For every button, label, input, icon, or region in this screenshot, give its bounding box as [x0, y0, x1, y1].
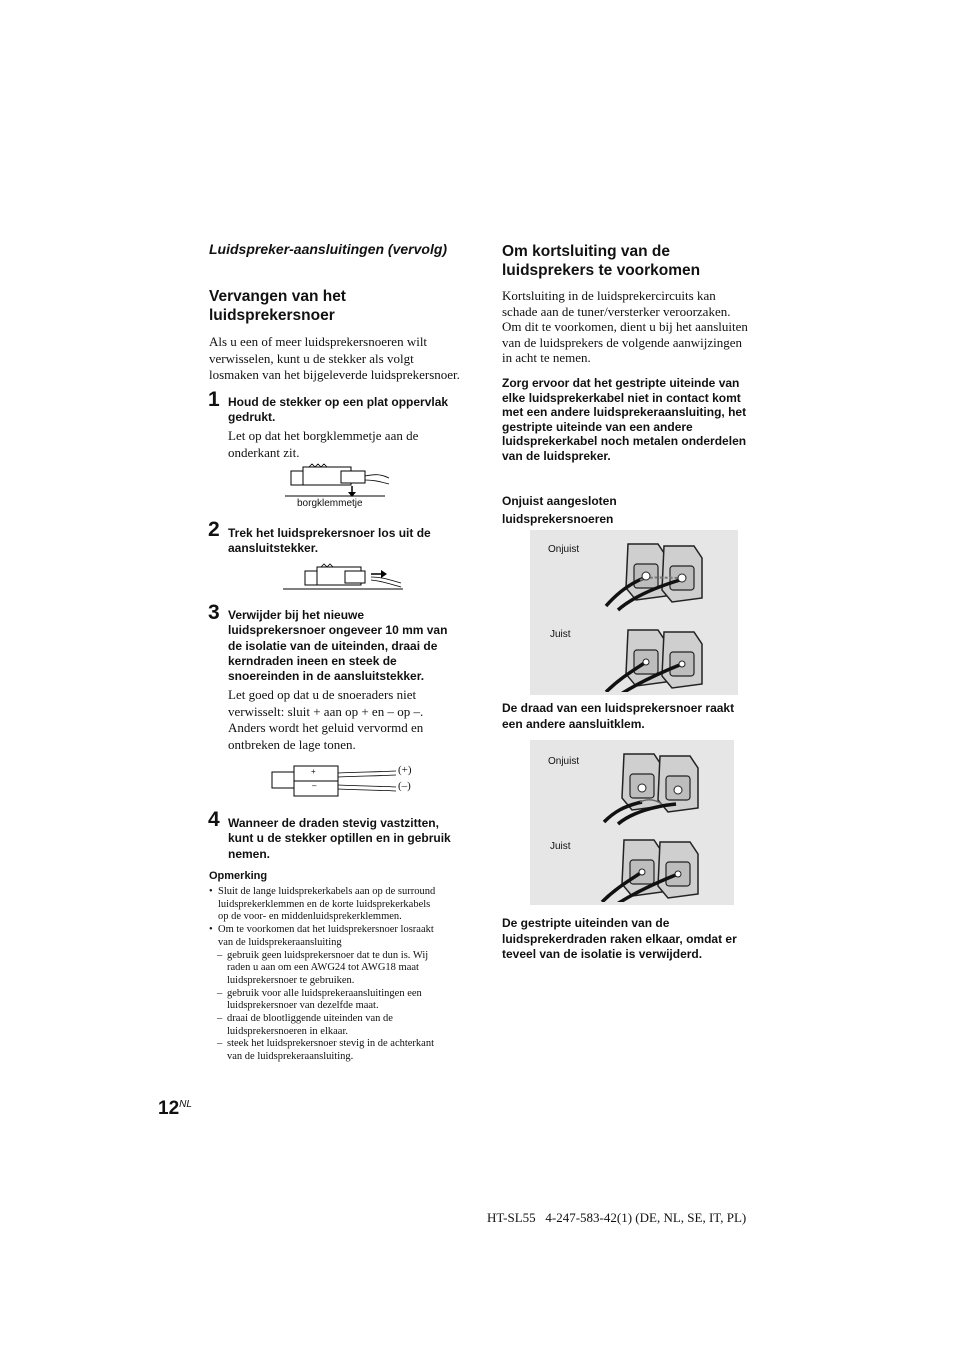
text-line: Zorg ervoor dat het gestripte uiteinde van — [502, 376, 740, 390]
text-line: Houd de stekker op een plat oppervlak — [228, 395, 449, 409]
dash-mark: – — [217, 1013, 223, 1025]
text-line: met een andere luidsprekeraansluiting, het — [502, 405, 747, 420]
text-line: van de luidsprekers de volgende aanwijzingen — [502, 334, 743, 350]
text-line: De gestripte uiteinden van de — [502, 916, 670, 930]
wrong-connections-subheading — [502, 492, 617, 528]
text-line: luidsprekersnoer van dezelfde maat. — [227, 1000, 379, 1012]
running-head: Luidspreker-aansluitingen (vervolg) — [209, 241, 448, 257]
page-language-suffix: NL — [179, 1099, 192, 1110]
text-line: onderkant zit. — [228, 444, 300, 460]
text-line: gedrukt. — [228, 410, 276, 425]
text-line: gebruik geen luidsprekersnoer dat te dun is. Wij — [227, 949, 429, 961]
text-line: De draad van een luidsprekersnoer raakt — [502, 701, 735, 715]
text-line: van de luidsprekeraansluiting. — [227, 1051, 354, 1063]
figure-1-caption — [502, 701, 734, 732]
step-2-title — [228, 526, 431, 557]
text-line: Anders wordt het geluid vervormd en — [228, 720, 424, 735]
speaker-terminal-illustration — [600, 536, 736, 692]
text-line: Sluit de lange luidsprekerkabels aan op de surround — [218, 886, 436, 897]
note-title: Opmerking — [209, 870, 268, 882]
step-number-2: 2 — [208, 518, 220, 541]
wire-plus-label: (+) — [398, 764, 412, 776]
dash-mark: – — [217, 987, 223, 999]
text-line: Trek het luidsprekersnoer los uit de — [228, 526, 431, 540]
wire-insert-figure — [270, 762, 400, 802]
note-bullet — [209, 924, 479, 949]
plug-plus-mark: + — [311, 767, 316, 776]
text-line: kunt u de stekker optillen en in gebruik — [228, 831, 451, 846]
warning-paragraph — [502, 376, 746, 464]
text-line: van de luidspreker. — [502, 448, 611, 463]
text-line: aansluitstekker. — [228, 541, 319, 556]
text-line: verwisselen, kunt u de stekker als volgt — [209, 350, 414, 366]
pull-cord-figure — [283, 563, 405, 593]
step-number-1: 1 — [208, 388, 220, 411]
text-line: luidsprekerklemmen en de korte luidsprekerkabels — [218, 898, 431, 910]
section-heading-short-circuit — [502, 242, 700, 280]
step-number-4: 4 — [208, 808, 220, 831]
bullet-mark: • — [209, 886, 213, 897]
text-line: verwisselt: sluit + aan op + en – op –. — [228, 703, 424, 719]
text-line: Verwijder bij het nieuwe — [228, 608, 365, 622]
text-line: Kortsluiting in de luidsprekercircuits kan — [502, 288, 716, 303]
text-line: teveel van de isolatie is verwijderd. — [502, 947, 703, 961]
correct-label: Juist — [550, 841, 571, 852]
dash-mark: – — [217, 949, 223, 961]
wire-minus-label: (–) — [398, 780, 411, 792]
step-3-body — [228, 687, 423, 753]
text-line: van de luidsprekeraansluiting — [218, 936, 342, 948]
text-line: kerndraden ineen en steek de — [228, 653, 397, 668]
step-number-3: 3 — [208, 601, 220, 624]
wrong-label: Onjuist — [548, 544, 580, 555]
note-sub-item — [209, 950, 479, 988]
text-line: Let op dat het borgklemmetje aan de — [228, 428, 419, 443]
page-number — [158, 1098, 192, 1120]
text-line: steek het luidsprekersnoer stevig in de achterkant — [227, 1038, 435, 1050]
text-line: Om te voorkomen dat het luidsprekersnoer losraakt — [218, 924, 434, 936]
correct-label: Juist — [550, 629, 571, 640]
text-line: Om dit te voorkomen, dient u bij het aansluiten — [502, 319, 748, 334]
text-line: snoereinden in de aansluitstekker. — [228, 669, 425, 684]
dash-mark: – — [217, 1038, 223, 1050]
text-line: op de voor- en middenluidsprekerklemmen. — [218, 911, 402, 923]
section-heading-replace-cord — [209, 287, 346, 325]
note-sub-item — [209, 1013, 479, 1038]
lock-clip-label: borgklemmetje — [297, 498, 363, 509]
text-line: luidsprekerdraden raken elkaar, omdat er — [502, 931, 737, 946]
note-sub-item — [209, 988, 479, 1013]
bullet-mark: • — [209, 924, 213, 936]
short-circuit-intro — [502, 288, 772, 366]
heading-line: Om kortsluiting van de — [502, 243, 670, 260]
model-code: HT-SL55 4-247-583-42(1) (DE, NL, SE, IT, PL) — [487, 1210, 747, 1225]
page-number-value: 12 — [158, 1098, 180, 1119]
text-line: losmaken van het bijgeleverde luidsprekersnoer. — [209, 367, 460, 382]
text-line: Als u een of meer luidsprekersnoeren wilt — [209, 334, 428, 349]
text-line: luidsprekersnoeren in elkaar. — [227, 1025, 348, 1037]
text-line: luidsprekersnoer te gebruiken. — [227, 974, 355, 986]
text-line: Onjuist aangesloten — [502, 494, 617, 508]
heading-line: luidsprekers te voorkomen — [502, 262, 701, 279]
text-line: gebruik voor alle luidsprekeraansluitingen een — [227, 987, 422, 999]
plug-minus-mark: – — [312, 781, 317, 790]
terminal-figure-2 — [530, 740, 734, 905]
text-line: een andere aansluitklem. — [502, 716, 645, 731]
text-line: elke luidsprekerkabel niet in contact komt — [502, 390, 741, 405]
text-line: nemen. — [228, 846, 271, 861]
wrong-label: Onjuist — [548, 756, 580, 767]
terminal-figure-1 — [530, 530, 738, 695]
step-3-title — [228, 608, 447, 684]
text-line: draai de blootliggende uiteinden van de — [227, 1013, 393, 1025]
heading-line: Vervangen van het — [209, 288, 346, 305]
text-line: luidsprekersnoer ongeveer 10 mm van — [228, 623, 448, 638]
text-line: ontbreken de lage tonen. — [228, 736, 356, 752]
heading-line: luidsprekersnoer — [209, 307, 335, 324]
note-bullet — [209, 886, 479, 924]
step-4-title — [228, 816, 451, 862]
step-1-body — [228, 428, 418, 461]
text-line: schade aan de tuner/versterker veroorzaken. — [502, 303, 731, 319]
figure-2-caption — [502, 916, 737, 963]
text-line: raden u aan om een AWG24 tot AWG18 maat — [227, 962, 419, 974]
text-line: Wanneer de draden stevig vastzitten, — [228, 816, 439, 830]
intro-paragraph — [209, 334, 479, 384]
text-line: luidsprekerkabel noch metalen onderdelen — [502, 434, 747, 449]
speaker-terminal-illustration — [596, 746, 732, 902]
note-sub-item — [209, 1038, 479, 1063]
text-line: luidsprekersnoeren — [502, 512, 614, 526]
text-line: gestripte uiteinde van een andere — [502, 419, 693, 434]
note-list — [209, 886, 479, 1064]
step-1-title — [228, 395, 448, 426]
text-line: de isolatie van de uiteinden, draai de — [228, 638, 438, 653]
text-line: in acht te nemen. — [502, 350, 591, 365]
text-line: Let goed op dat u de snoeraders niet — [228, 687, 417, 702]
